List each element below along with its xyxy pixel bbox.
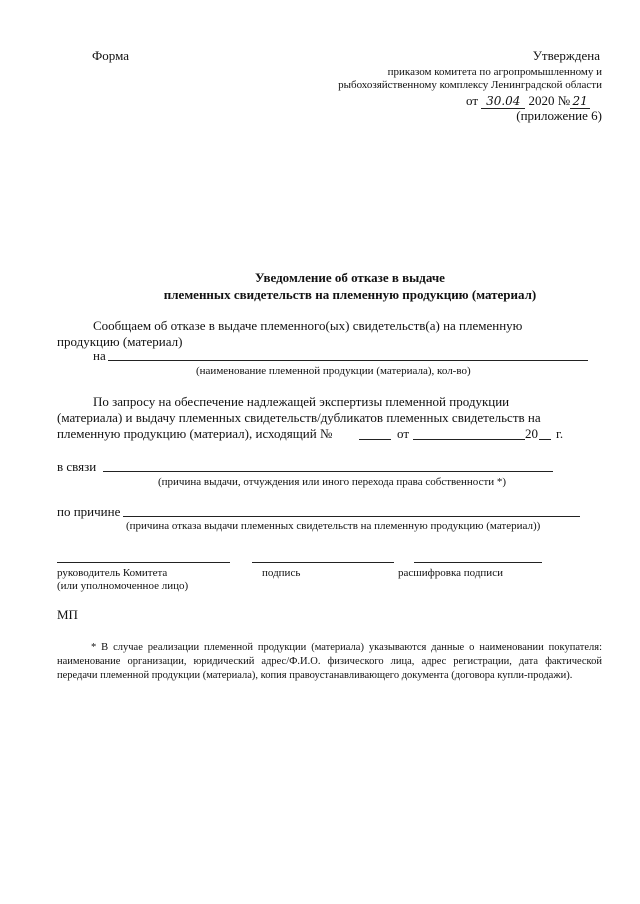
handwritten-date: 30.04 (481, 95, 525, 109)
in-connection-label: в связи (57, 459, 97, 474)
para2-g: г. (556, 426, 564, 441)
para2-year: 20 (525, 426, 538, 441)
order-line-1: приказом комитета по агропромышленному и (387, 66, 602, 78)
signature-decoding-caption: расшифровка подписи (398, 567, 503, 579)
para1-line-2: продукцию (материал) (57, 334, 183, 349)
para2-line-2: (материала) и выдачу племенных свидетельств/дубликатов племенных свидетельств на (57, 410, 541, 425)
para1-line-1: Сообщаем об отказе в выдаче племенного(ых) свидетельств(а) на племенную (93, 318, 523, 333)
in-connection-caption: (причина выдачи, отчуждения или иного перехода права собственности *) (158, 476, 507, 488)
para2-line-1: По запросу на обеспечение надлежащей экспертизы племенной продукции (93, 394, 510, 409)
in-connection-field[interactable] (103, 471, 553, 472)
signature-sign-caption: подпись (262, 567, 301, 579)
signature-decoding-field[interactable] (414, 562, 542, 563)
from-label: от (466, 93, 479, 108)
appendix-label: (приложение 6) (516, 108, 602, 123)
request-year-field[interactable] (539, 439, 551, 440)
request-date-field[interactable] (413, 439, 525, 440)
order-date-line (466, 93, 590, 109)
footnote-text: * В случае реализации племенной продукции (материала) указываются данные о наименовании покупателя: наименование организации, юридический адрес/Ф.И.О. физического лица, адрес регистрации, дата фактической передачи племенной продукции (материала), копия правоустанавливающего документа (договора купли-продажи). (57, 642, 602, 681)
stamp-place-label: МП (57, 607, 78, 622)
signature-field[interactable] (252, 562, 394, 563)
product-name-field[interactable] (108, 360, 588, 361)
order-line-2: рыбохозяйственному комплексу Ленинградской области (338, 79, 602, 91)
document-title-line-2: племенных свидетельств на племенную продукцию (материал) (163, 287, 537, 302)
document-title-line-1: Уведомление об отказе в выдаче (255, 270, 445, 285)
outgoing-number-field[interactable] (359, 439, 391, 440)
form-label: Форма (92, 48, 129, 63)
para2-from-label: от (397, 426, 410, 441)
approved-label: Утверждена (532, 48, 600, 63)
handwritten-number: 21 (570, 95, 590, 109)
head-position-field[interactable] (57, 562, 230, 563)
signature-head-line-1: руководитель Комитета (57, 567, 168, 579)
order-year: 2020 № (528, 93, 571, 108)
reason-field[interactable] (123, 516, 580, 517)
reason-caption: (причина отказа выдачи племенных свидетельств на племенную продукцию (материал)) (126, 520, 541, 532)
para1-caption: (наименование племенной продукции (материала), кол-во) (196, 365, 471, 377)
reason-label: по причине (57, 504, 121, 519)
para2-line-3: племенную продукцию (материал), исходящий № (57, 426, 333, 441)
para1-on-label: на (93, 348, 106, 363)
signature-head-line-2: (или уполномоченное лицо) (57, 580, 189, 592)
